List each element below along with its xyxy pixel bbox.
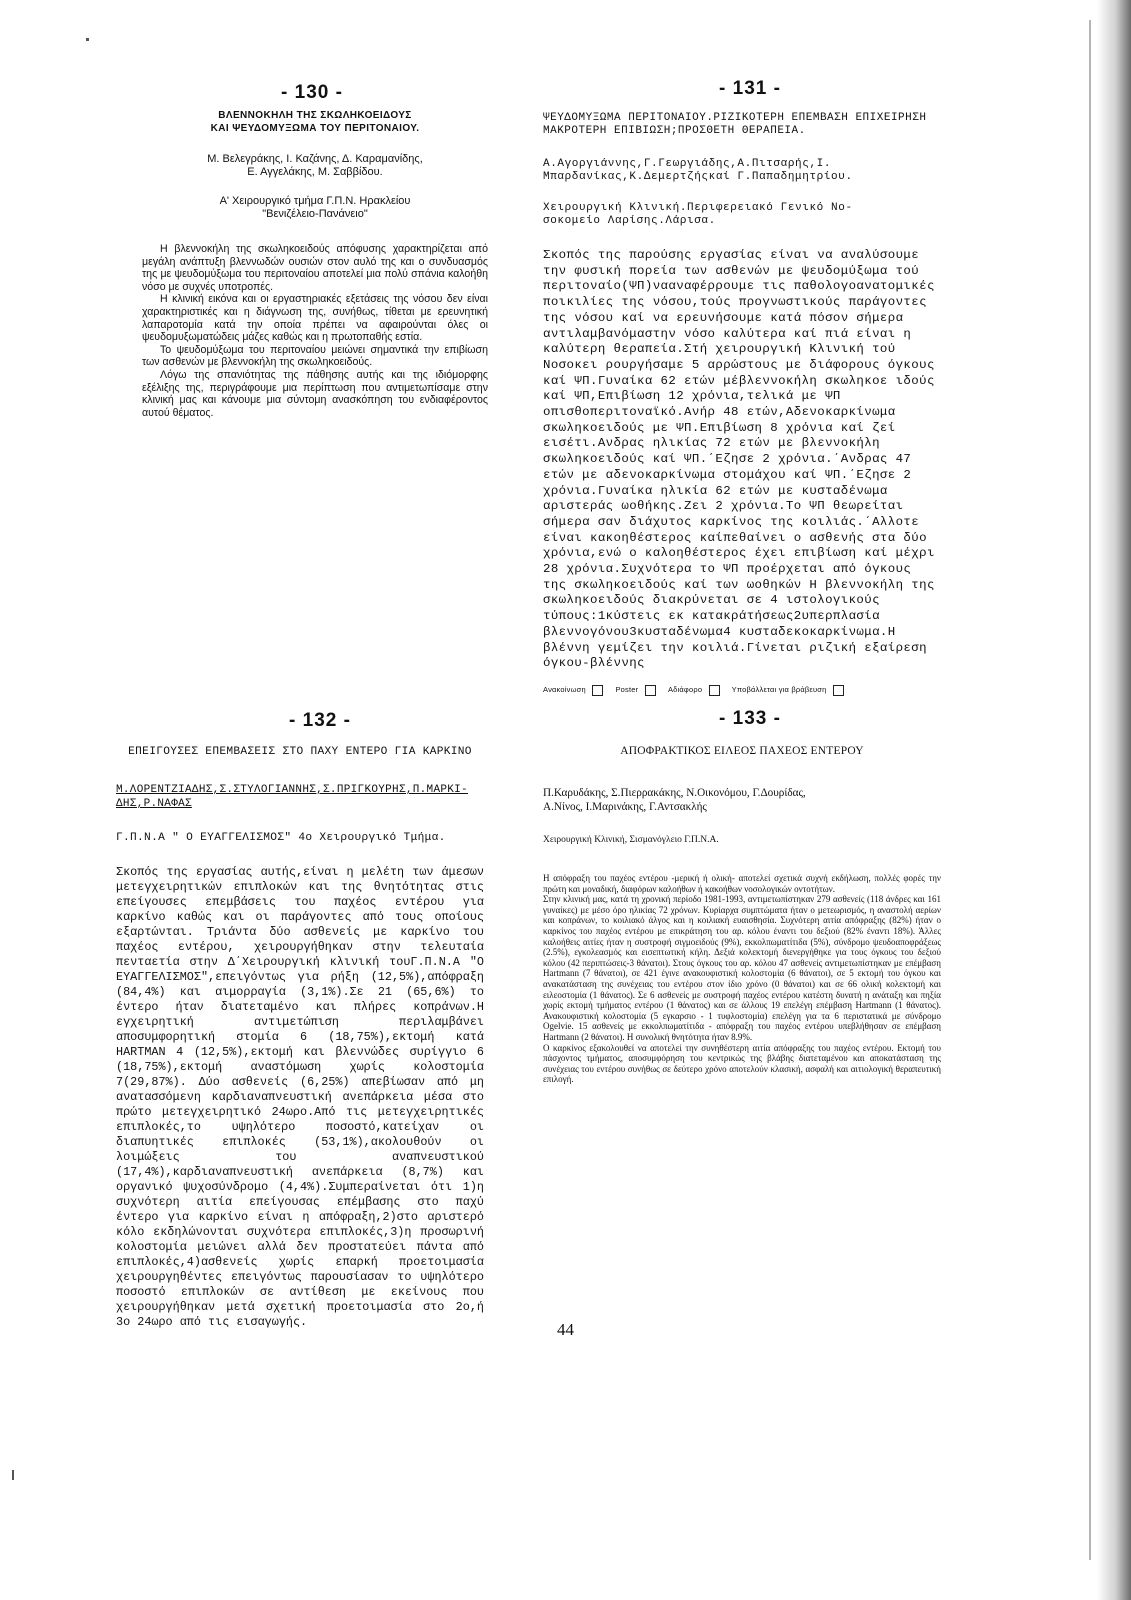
body-paragraph: Λόγω της σπανιότητας της πάθησης αυτής και της ιδιόμορφης εξέλιξης της, περιγράφουμε μια περίπτωση που αντιμετωπίσαμε στην κλινική μας και κάνουμε μια σύντομη ανασκόπηση του ενδιαφέροντος αυτού θέματος. [142, 368, 488, 419]
abstract-affiliation [142, 195, 488, 221]
title-line: ΜΑΚΡΟΤΕΡΗ ΕΠΙΒΙΩΣΗ;ΠΡΟΣΘΕΤΗ ΘΕΡΑΠΕΙΑ. [543, 125, 806, 137]
scan-edge-shadow [1097, 0, 1131, 1600]
abstract-authors [543, 786, 941, 814]
body-paragraph: Το ψευδομύξωμα του περιτοναίου μειώνει σημαντικά την επιβίωση των ασθενών με βλεννοκήλη της σκωληκοειδούς. [142, 343, 488, 369]
title-line: ΒΛΕΝΝΟΚΗΛΗ ΤΗΣ ΣΚΩΛΗΚΟΕΙΔΟΥΣ [218, 110, 412, 121]
abstract-130 [142, 110, 488, 419]
option-label: Poster [615, 685, 639, 695]
abstract-authors [116, 783, 484, 811]
checkbox-icon[interactable] [833, 685, 844, 696]
abstract-131 [543, 112, 941, 672]
option-award [732, 685, 850, 694]
title-line: ΚΑΙ ΨΕΥΔΟΜΥΞΩΜΑ ΤΟΥ ΠΕΡΙΤΟΝΑΙΟΥ. [210, 122, 420, 134]
scan-speck [12, 1470, 14, 1480]
title-line: ΨΕΥΔΟΜΥΞΩΜΑ ΠΕΡΙΤΟΝΑΙΟΥ.ΡΙΖΙΚΟΤΕΡΗ ΕΠΕΜΒΑΣΗ ΕΠΙΧΕΙΡΗΣΗ [543, 112, 927, 124]
scan-speck [86, 38, 89, 41]
option-indifferent [668, 685, 726, 694]
abstract-133 [543, 745, 941, 1085]
authors-line: Μ.ΛΟΡΕΝΤΖΙΑΔΗΣ,Σ.ΣΤΥΛΟΓΙΑΝΝΗΣ,Σ.ΠΡΙΓΚΟΥΡΗΣ,Π.ΜΑΡΚΙ- [116, 784, 468, 796]
abstract-body [543, 248, 941, 672]
authors-line: Α.Νίνος, Ι.Μαρινάκης, Γ.Αντσακλής [543, 801, 707, 813]
checkbox-icon[interactable] [709, 685, 720, 696]
abstract-authors [543, 158, 941, 184]
title-line: ΑΠΟΦΡΑΚΤΙΚΟΣ ΕΙΛΕΟΣ ΠΑΧΕΟΣ ΕΝΤΕΡΟΥ [620, 745, 864, 757]
abstract-title [543, 745, 941, 758]
abstract-132-number: - 132 - [289, 710, 351, 731]
body-paragraph: Η κλινική εικόνα και οι εργαστηριακές εξετάσεις της νόσου δεν είναι χαρακτηριστικές και η διάγνωση της, συνήθως, τίθεται με ερευνητική λαπαροτομία κατά την οποία πρέπει να αφαιρούνται όλες οι ψευδομυξωματώδεις μάζες καθώς και η πρωτοπαθής εστία. [142, 293, 488, 344]
body-paragraph: Η βλεννοκήλη της σκωληκοειδούς απόφυσης χαρακτηρίζεται από μεγάλη ανάπτυξη βλεννωδών ουσιών στον αυλό της και ο συνδυασμός της με ψευδομύξωμα του περιτοναίου αποτελεί μια πολύ σπάνια καλοήθη νόσο με συχνές υποτροπές. [142, 243, 488, 293]
authors-line: Ε. Αγγελάκης, Μ. Σαββίδου. [247, 166, 383, 178]
abstract-body [543, 873, 941, 1085]
body-paragraph: Η απόφραξη του παχέος εντέρου -μερική ή ολική- αποτελεί σχετικά συχνή εκδήλωση, πολλές φορές την πρώτη και μοναδική, διαφόρων καλοήθων ή κακοήθων νοσολογικών οντοτήτων. [543, 873, 941, 894]
affiliation-line: Χειρουργική Κλινική, Σισμανόγλειο Γ.Π.Ν.Α. [543, 835, 719, 845]
authors-line: Π.Καρυδάκης, Σ.Πιερρακάκης, Ν.Οικονόμου, Γ.Δουρίδας, [543, 787, 806, 799]
abstract-130-number: - 130 - [281, 82, 343, 103]
abstract-affiliation [116, 831, 484, 845]
option-label: Αδιάφορο [667, 685, 703, 695]
abstract-affiliation [543, 202, 941, 228]
presentation-options-row [543, 685, 941, 696]
option-label: Υποβάλλεται για βράβευση [731, 685, 827, 695]
option-poster [615, 685, 661, 694]
option-announcement [543, 685, 609, 694]
affiliation-line: Χειρουργική Κλινική.Περιφερειακό Γενικό Νο- [543, 202, 853, 214]
title-line: ΕΠΕΙΓΟΥΣΕΣ ΕΠΕΜΒΑΣΕΙΣ ΣΤΟ ΠΑΧΥ ΕΝΤΕΡΟ ΓΙΑ ΚΑΡΚΙΝΟ [128, 746, 472, 758]
authors-line: Α.Αγοργιάννης,Γ.Γεωργιάδης,Α.Πιτσαρής,Ι. [543, 158, 832, 170]
authors-line: Μ. Βελεγράκης, Ι. Καζάνης, Δ. Καραμανίδης, [207, 153, 423, 165]
page-number: 44 [557, 1320, 574, 1339]
affiliation-line: Α' Χειρουργικό τμήμα Γ.Π.Ν. Ηρακλείου [219, 195, 411, 207]
body-paragraph: Στην κλινική μας, κατά τη χρονική περίοδο 1981-1993, αντιμετωπίστηκαν 279 ασθενείς (118 άνδρες και 161 γυναίκες) με μέσο όρο ηλικίας 72 χρόνων. Κυρίαρχα συμπτώματα ήταν ο μετεωρισμός, η αναστολή αερίων και κοπράνων, το κοιλιακό άλγος και η κοιλιακή ευαισθησία. Συχνότερη αιτία απόφραξης (82%) ήταν ο καρκίνος του παχέος εντέρου με επικράτηση του αρ. κόλου έναντι του δεξιού (82% έναντι 18%). Άλλες καλοήθεις αιτίες ήταν η συστροφή σιγμοειδούς (9%), εκκολπωματίτιδα (5%), σύνδρομο ψευδοαποφράξεως (2.5%), εγκολεασμός και εισεπτωτική κήλη. Δεξιά κολεκτομή διενεργήθηκε για τους όγκους του δεξιού κόλου (42 περιπτώσεις-3 θάνατοι). Στους όγκους του αρ. κόλου 47 ασθενείς αντιμετωπίστηκαν με επέμβαση Hartmann (7 θάνατοι), σε 421 έγινε ανακουφιστική κολοστομία (6 θάνατοι), σε 5 εκτομή του όγκου και ανακατάσταση της συνέχειας του εντέρου στον ίδιο χρόνο (0 θάνατοι) και σε 66 ολική κολεκτομή και ειλεοστομία (1 θάνατος). Σε 6 ασθενείς με συστροφή παχέος εντέρου κατέστη δυνατή η ανάταξη και πηξία χωρίς εκτομή τμήματος εντέρου (1 θάνατος) και σε άλλους 19 επελέγη επέμβαση Hartmann (1 θάνατος). Ανακουφιστική κολοστομία (5 εγκαρσιο - 1 τυφλοστομία) επελέγη για τα 6 περιστατικά με σύνδρομο Ogelvie. 15 ασθενείς με εκκολπωματίτιδα - απόφραξη του παχέος εντέρου υπεβλήθησαν σε επέμβαση Hartmann (2 θάνατοι). Η συνολική θνητότητα ήταν 8.9%. [543, 894, 941, 1042]
abstract-authors [142, 153, 488, 179]
abstract-132 [116, 745, 484, 1330]
affiliation-line: σοκομείο Λαρίσης.Λάρισα. [543, 215, 716, 227]
abstract-133-number: - 133 - [719, 708, 781, 729]
abstract-body [142, 243, 488, 419]
affiliation-line: "Βενιζέλειο-Πανάνειο" [262, 208, 368, 220]
body-paragraph: Σκοπός της εργασίας αυτής,είναι η μελέτη των άμεσων μετεγχειρητικών επιπλοκών και της θνητότητας στις επείγουσες επεμβάσεις του παχέος εντέρου για καρκίνο καθώς και οι παράγοντες από τους οποίους εξαρτώνται. Τριάντα δύο ασθενείς με καρκίνο του παχέος εντέρου, χειρουργήθηκαν στην τελευταία πενταετία στην Δ΄Χειρουργική κλινική τουΓ.Π.Ν.Α "Ο ΕΥΑΓΓΕΛΙΣΜΟΣ",επειγόντως για ρήξη (12,5%),απόφραξη (84,4%) και αιμορραγία (3,1%).Σε 21 (65,6%) το έντερο ήταν διατεταμένο και πλήρες κοπράνων.Η εγχειρητική αντιμετώπιση περιλαμβάνει αποσυμφορητική στομία 6 (18,75%),εκτομή κατά HARTMAN 4 (12,5%),εκτομή και βλεννώδες συρίγγιο 6 (18,75%),εκτομή αναστόμωση χωρίς κολοστομία 7(29,87%). Δύο ασθενείς (6,25%) απεβίωσαν από μη ανατασσόμενη καρδιαναπνευστική ανεπάρκεια μέσα στο πρώτο μετεγχειρητικό 24ωρο.Από τις μετεγχειρητικές επιπλοκές,το υψηλότερο ποσοστό,κατείχαν οι διαπυητικές επιπλοκές (53,1%),ακολουθούν οι λοιμώξεις του αναπνευστικού (17,4%),καρδιαναπνευστική ανεπάρκεια (8,7%) και οργανικό ψυχοσύνδρομο (4,4%).Συμπεραίνεται ότι 1)η συχνότερη αιτία επείγουσας επέμβασης στο παχύ έντερο για καρκίνο είναι η απόφραξη,2)στο αριστερό κόλο εκδηλώνονται συχνότερα επιπλοκές,3)η προσωρινή κολοστομία μειώνει αλλά δεν προστατεύει πάντα από επιπλοκές,4)ασθενείς χωρίς επαρκή προετοιμασία χειρουργηθέντες επειγόντως παρουσίασαν το υψηλότερο ποσοστό επιπλοκών σε αντίθεση με εκείνους που χειρουργήθηκαν μετά σχετική προετοιμασία στο 2ο,ή 3ο 24ωρο από τις εισαγωγής. [116, 865, 484, 1329]
body-paragraph: Ο καρκίνος εξακολουθεί να αποτελεί την συνηθέστερη αιτία απόφραξης του παχέος εντέρου. Εκτομή του πάσχοντος τμήματος, αποσυμφόρηση του κεντρικώς της βλάβης διατεταμένου και αποκατάσταση της συνέχειας του εντέρου συνήθως σε δεύτερο χρόνο αποτελούν κλασική, ασφαλή και αιτιολογική θεραπευτική επιλογή. [543, 1042, 941, 1085]
abstract-affiliation [543, 834, 941, 847]
authors-line: Μπαρδανίκας,Κ.Δεμερτζήςκαί Γ.Παπαδημητρίου. [543, 171, 853, 183]
abstract-131-number: - 131 - [719, 78, 781, 99]
body-paragraph: Σκοπός της παρούσης εργασίας είναι να αναλύσουμε την φυσική πορεία των ασθενών με ψευδομύξωμα τού περιτοναίο(ΨΠ)νααναφέρρουμε τις παθολογοανατομικές ποικιλίες της νόσου,τούς προγνωστικούς παράγοντες της νόσου καί να ερευνήσουμε κατά πόσον σήμερα αντιλαμβανόμαστην νόσο καλύτερα καί πιά είναι η καλύτερη θεραπεία.Στή χειρουργική Κλινική τού Νοσοκει ρουργήσαμε 5 αρρώστους με διάφορους όγκους καί ΨΠ.Γυναίκα 62 ετών μέβλεννοκήλη σκωληκοε ιδούς καί ΨΠ,Επιβίωση 12 χρόνια,τελικά με ΨΠ οπισθοπεριτοναϊκό.Ανήρ 48 ετών,Αδενοκαρκίνωμα σκωληκοειδούς με ΨΠ.Επιβίωση 8 χρόνια καί ζεί εισέτι.Ανδρας ηλικίας 72 ετών με βλεννοκήλη σκωληκοειδούς καί ΨΠ.΄Εζησε 2 χρόνια.΄Ανδρας 47 ετών με αδενοκαρκίνωμα στομάχου καί ΨΠ.΄Εζησε 2 χρόνια.Γυναίκα ηλικία 62 ετών με κυσταδένωμα αριστεράς ωοθήκης.Ζει 2 χρόνια.Το ΨΠ θεωρείται σήμερα σαν διάχυτος καρκίνος της κοιλιάς.΄Αλλοτε είναι κακοηθέστερος καίπεθαίνει ο ασθενής στα δύο χρόνια,ενώ ο καλοηθέστερος έχει επιβίωση καί μέχρι 28 χρόνια.Συχνότερα το ΨΠ προέρχεται από όγκους της σκωληκοειδούς καί των ωοθηκών Η βλεννοκήλη της σκωληκοειδούς διακρύνεται σε 4 ιστολογικούς τύπους:1κύστεις εκ κατακράτήσεως2υπερπλασία βλεννογόνου3κυσταδένωμα4 κυσταδεκοκαρκίνωμα.Η βλέννη γεμίζει την κοιλιά.Γίνεται ριζική εξαίρεση όγκου-βλέννης [543, 248, 935, 671]
option-label: Ανακοίνωση [543, 685, 586, 695]
abstract-body [116, 865, 484, 1330]
checkbox-icon[interactable] [645, 685, 656, 696]
affiliation-line: Γ.Π.Ν.Α " Ο ΕΥΑΓΓΕΛΙΣΜΟΣ" 4ο Χειρουργικό Τμήμα. [116, 832, 446, 844]
checkbox-icon[interactable] [592, 685, 603, 696]
abstract-title [116, 745, 484, 759]
abstract-title [142, 110, 488, 135]
authors-line: ΔΗΣ,Ρ.ΝΑΦΑΣ [116, 798, 192, 810]
abstract-title [543, 112, 941, 138]
